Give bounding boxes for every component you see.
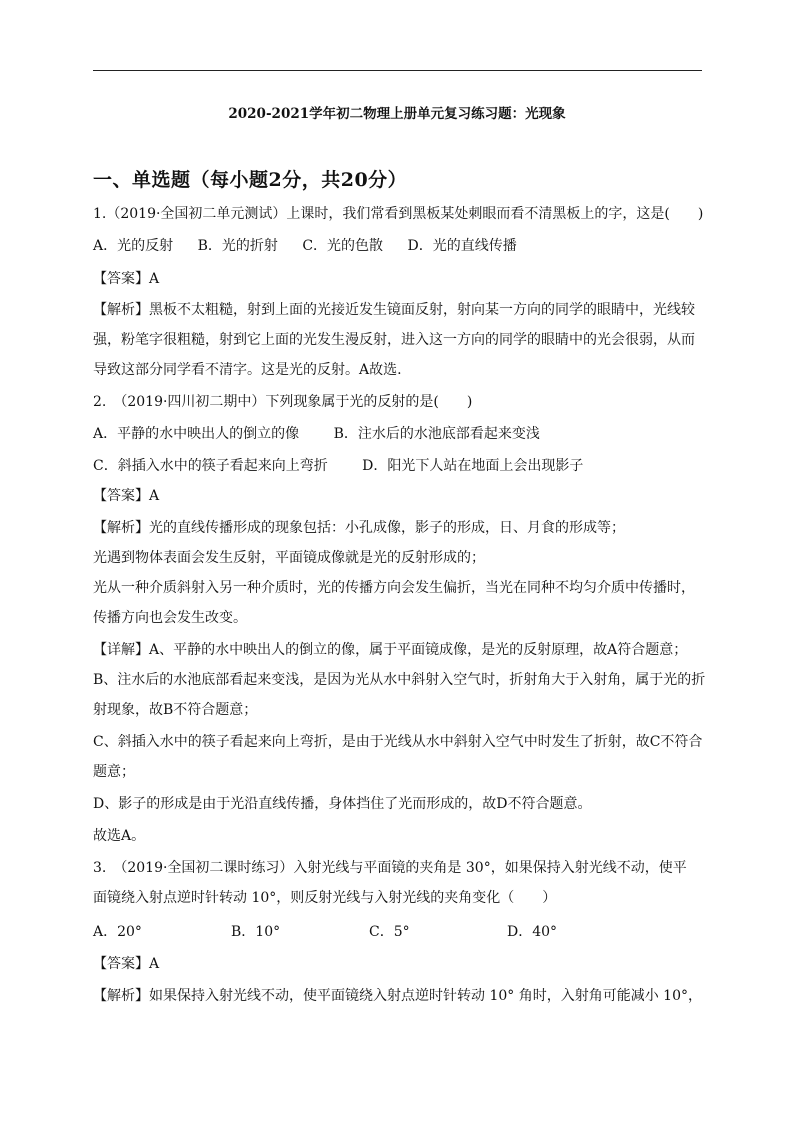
q2-analysis-line: 传播方向也会发生改变。 — [93, 610, 247, 626]
header-rule — [93, 70, 702, 71]
q3-option-d: D．40° — [507, 924, 558, 940]
q2-option-a: A．平静的水中映出人的倒立的像 — [93, 426, 300, 442]
q1-option-a: A．光的反射 — [93, 238, 174, 254]
q1-answer: 【答案】A — [93, 271, 160, 287]
q2-answer: 【答案】A — [93, 488, 160, 504]
q3-option-c: C．5° — [369, 924, 410, 940]
q3-option-b: B．10° — [231, 924, 281, 940]
q3-analysis-line: 【解析】如果保持入射光线不动，使平面镜绕入射点逆时针转动 10° 角时，入射角可能减小 10°， — [93, 988, 702, 1004]
q2-detail-line: C、斜插入水中的筷子看起来向上弯折，是由于光线从水中斜射入空气中时发生了折射，故C不符合 — [93, 734, 703, 750]
q3-stem-line: 3. （2019·全国初二课时练习）入射光线与平面镜的夹角是 30°，如果保持入射光线不动，使平 — [93, 860, 687, 876]
document-title: 2020-2021学年初二物理上册单元复习练习题：光现象 — [228, 106, 566, 122]
q1-option-c: C．光的色散 — [302, 238, 384, 254]
q1-options — [93, 236, 517, 256]
q1-analysis-line: 导致这部分同学看不清字。这是光的反射。A故选. — [93, 362, 402, 378]
q3-options — [93, 922, 557, 942]
q2-option-d: D．阳光下人站在地面上会出现影子 — [362, 458, 584, 474]
q2-detail-line: 【详解】A、平静的水中映出人的倒立的像，属于平面镜成像，是光的反射原理，故A符合题意； — [93, 642, 688, 658]
q2-detail-line: B、注水后的水池底部看起来变浅，是因为光从水中斜射入空气时，折射角大于入射角，属于光的折 — [93, 672, 706, 688]
q2-options-row-1 — [93, 424, 540, 444]
q2-analysis-line: 【解析】光的直线传播形成的现象包括：小孔成像，影子的形成，日、月食的形成等； — [93, 520, 625, 536]
section-heading: 一、单选题（每小题2分，共20分） — [93, 169, 408, 191]
q2-stem: 2. （2019·四川初二期中）下列现象属于光的反射的是( ) — [93, 394, 473, 410]
q1-option-d: D．光的直线传播 — [407, 238, 517, 254]
q1-option-b: B．光的折射 — [197, 238, 278, 254]
q3-stem-line: 面镜绕入射点逆时针转动 10°，则反射光线与入射光线的夹角变化（ ） — [93, 890, 557, 906]
q2-analysis-line: 光遇到物体表面会发生反射，平面镜成像就是光的反射形成的； — [93, 550, 485, 566]
q1-analysis-line: 【解析】黑板不太粗糙，射到上面的光接近发生镜面反射，射向某一方向的同学的眼睛中，光线较 — [93, 302, 695, 318]
q2-detail-line: 故选A。 — [93, 828, 146, 844]
q3-option-a: A．20° — [93, 924, 142, 940]
q1-analysis-line: 强，粉笔字很粗糙，射到它上面的光发生漫反射，进入这一方向的同学的眼睛中的光会很弱，从而 — [93, 332, 695, 348]
q1-stem: 1.（2019·全国初二单元测试）上课时，我们常看到黑板某处刺眼而看不清黑板上的字，这是( ) — [93, 206, 704, 222]
q2-detail-line: D、影子的形成是由于光沿直线传播，身体挡住了光而形成的，故D不符合题意。 — [93, 796, 592, 812]
q2-detail-line: 射现象，故B不符合题意； — [93, 702, 258, 718]
q2-options-row-2 — [93, 456, 583, 476]
q2-analysis-line: 光从一种介质斜射入另一种介质时，光的传播方向会发生偏折，当光在同种不均匀介质中传播时， — [93, 580, 695, 596]
q2-detail-line: 题意； — [93, 764, 135, 780]
q2-option-b: B．注水后的水池底部看起来变浅 — [333, 426, 540, 442]
q3-answer: 【答案】A — [93, 956, 160, 972]
q2-option-c: C．斜插入水中的筷子看起来向上弯折 — [93, 458, 328, 474]
